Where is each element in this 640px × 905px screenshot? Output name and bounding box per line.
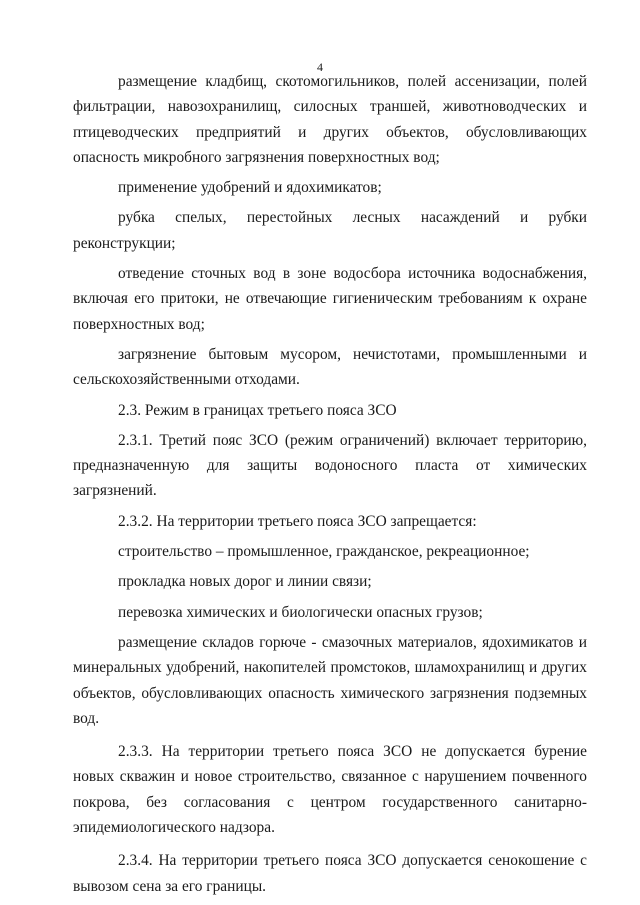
paragraph-logging: рубка спелых, перестойных лесных насаждений и рубки реконструкции; bbox=[73, 209, 587, 252]
page-number: 4 bbox=[317, 60, 323, 74]
paragraph-pollution: загрязнение бытовым мусором, нечистотами, промышленными и сельскохозяйственными отходами. bbox=[73, 345, 587, 389]
paragraph-fertilizers: применение удобрений и ядохимикатов; bbox=[118, 179, 382, 197]
paragraph-2-3-1: 2.3.1. Третий пояс ЗСО (режим ограничений) включает территорию, предназначенную для защиты водоносного пласта от химических загрязнений. bbox=[73, 431, 587, 500]
list-item-storage: размещение складов горюче - смазочных материалов, ядохимикатов и минеральных удобрений, накопителей промстоков, шламохранилищ и других объектов, обусловливающих опасность химического загрязнения подземных вод. bbox=[73, 633, 587, 727]
list-item-transport: перевозка химических и биологически опасных грузов; bbox=[118, 603, 483, 621]
paragraph-2-3-2: 2.3.2. На территории третьего пояса ЗСО запрещается: bbox=[118, 512, 477, 530]
document-body bbox=[73, 69, 587, 899]
paragraph-wastewater: отведение сточных вод в зоне водосбора источника водоснабжения, включая его притоки, не отвечающие гигиеническим требованиям к охране поверхностных вод; bbox=[73, 265, 587, 333]
list-item-roads: прокладка новых дорог и линии связи; bbox=[118, 573, 372, 591]
section-heading-2-3: 2.3. Режим в границах третьего пояса ЗСО bbox=[118, 401, 397, 419]
paragraph-2-3-4: 2.3.4. На территории третьего пояса ЗСО допускается сенокошение с вывозом сена за его границы. bbox=[73, 852, 587, 895]
list-item-construction: строительство – промышленное, гражданское, рекреационное; bbox=[118, 543, 530, 561]
paragraph-cemeteries: размещение кладбищ, скотомогильников, полей ассенизации, полей фильтрации, навозохранилищ, силосных траншей, животноводческих и птицеводческих предприятий и других объектов, обусловливающих опасность микробного загрязнения поверхностных вод; bbox=[73, 73, 587, 166]
paragraph-2-3-3: 2.3.3. На территории третьего пояса ЗСО не допускается бурение новых скважин и новое строительство, связанное с нарушением почвенного покрова, без согласования с центром государственного санитарно- эпидемиологического надзора. bbox=[73, 743, 587, 837]
